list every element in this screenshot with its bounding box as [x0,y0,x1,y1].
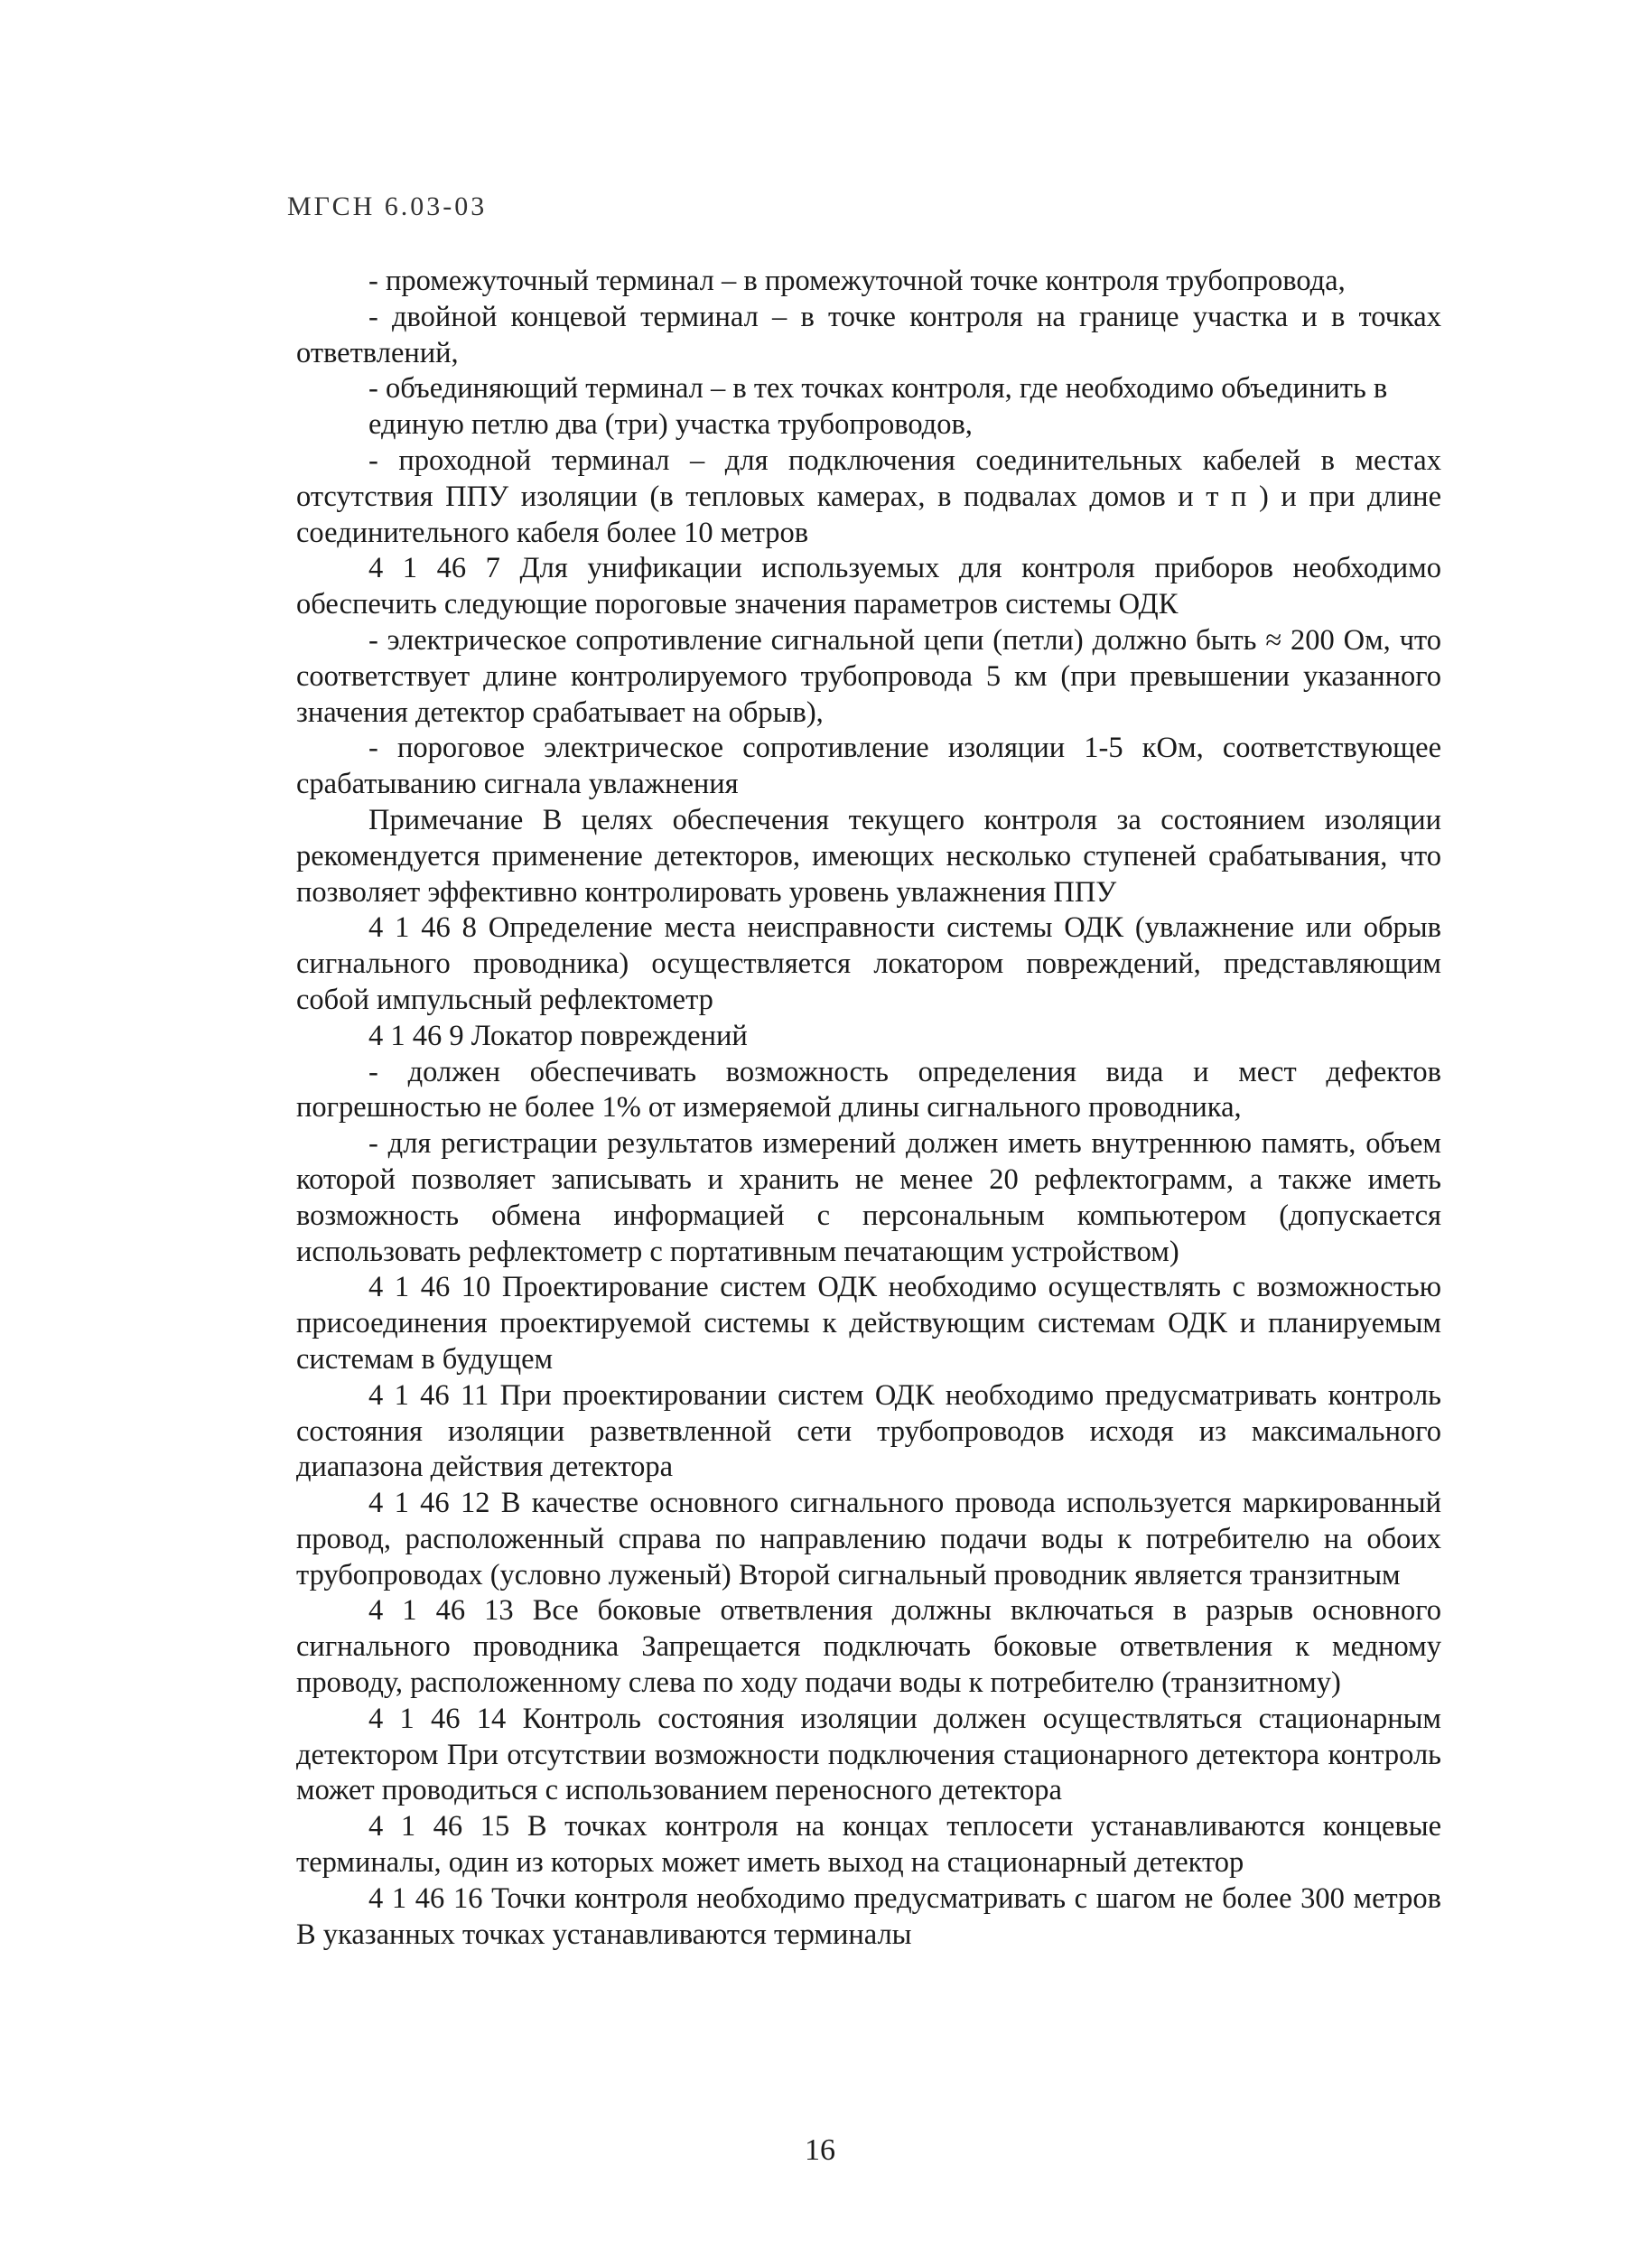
paragraph: 4 1 46 11 При проектировании систем ОДК необходимо предусматривать контроль состояния изоляции разветвленной сети трубопроводов исходя из максимального диапазона действия детектора [296,1378,1441,1484]
document-body [296,264,1441,1953]
paragraph: - электрическое сопротивление сигнальной цепи (петли) должно быть ≈ 200 Ом, что соответствует длине контролируемого трубопровода 5 км (при превышении указанного значения детектор срабатывает на обрыв), [296,623,1441,729]
paragraph: - двойной концевой терминал – в точке контроля на границе участка и в точках ответвлений, [296,300,1441,369]
paragraph: - объединяющий терминал – в тех точках контроля, где необходимо объединить в [368,372,1388,406]
paragraph: 4 1 46 10 Проектирование систем ОДК необходимо осуществлять с возможностью присоединения проектируемой системы к действующим системам ОДК и планируемым системам в будущем [296,1271,1441,1376]
paragraph: 4 1 46 12 В качестве основного сигнального провода используется маркированный провод, расположенный справа по направлению подачи воды к потребителю на обоих трубопроводах (условно луженый) Второй сигнальный проводник является транзитным [296,1487,1441,1591]
paragraph: - промежуточный терминал – в промежуточной точке контроля трубопровода, [368,265,1346,297]
paragraph: 4 1 46 7 Для унификации используемых для контроля приборов необходимо обеспечить следующие пороговые значения параметров системы ОДК [296,552,1441,621]
paragraph: 4 1 46 9 Локатор повреждений [368,1019,748,1052]
paragraph: 4 1 46 16 Точки контроля необходимо предусматривать с шагом не более 300 метров В указанных точках устанавливаются терминалы [296,1881,1441,1951]
paragraph: - должен обеспечивать возможность определения вида и мест дефектов погрешностью не более 1% от измеряемой длины сигнального проводника, [296,1055,1441,1125]
paragraph: 4 1 46 8 Определение места неисправности системы ОДК (увлажнение или обрыв сигнального проводника) осуществляется локатором повреждений, представляющим собой импульсный рефлектометр [296,911,1441,1016]
document-code-header: МГСН 6.03-03 [287,191,488,221]
paragraph: - для регистрации результатов измерений должен иметь внутреннюю память, объем которой позволяет записывать и хранить не менее 20 рефлектограмм, а также иметь возможность обмена информацией с персональным компьютером (допускается использовать рефлектометр с портативным печатающим устройством) [296,1127,1441,1268]
paragraph: - проходной терминал – для подключения соединительных кабелей в местах отсутствия ППУ изоляции (в тепловых камерах, в подвалах домов и т п ) и при длине соединительного кабеля более 10 метров [296,443,1441,549]
paragraph: единую петлю два (три) участка трубопроводов, [368,408,973,442]
paragraph: 4 1 46 14 Контроль состояния изоляции должен осуществляться стационарным детектором При отсутствии возможности подключения стационарного детектора контроль может проводиться с использованием переносного детектора [296,1702,1441,1807]
note-paragraph: Примечание В целях обеспечения текущего контроля за состоянием изоляции рекомендуется применение детекторов, имеющих несколько ступеней срабатывания, что позволяет эффективно контролировать уровень увлажнения ППУ [296,803,1441,909]
paragraph: 4 1 46 13 Все боковые ответвления должны включаться в разрыв основного сигнального проводника Запрещается подключать боковые ответвления к медному проводу, расположенному слева по ходу подачи воды к потребителю (транзитному) [296,1594,1441,1700]
page-number: 16 [805,2133,835,2167]
paragraph: - пороговое электрическое сопротивление изоляции 1-5 кОм, соответствующее срабатыванию сигнала увлажнения [296,732,1441,801]
paragraph: 4 1 46 15 В точках контроля на концах теплосети устанавливаются концевые терминалы, один из которых может иметь выход на стационарный детектор [296,1810,1441,1880]
